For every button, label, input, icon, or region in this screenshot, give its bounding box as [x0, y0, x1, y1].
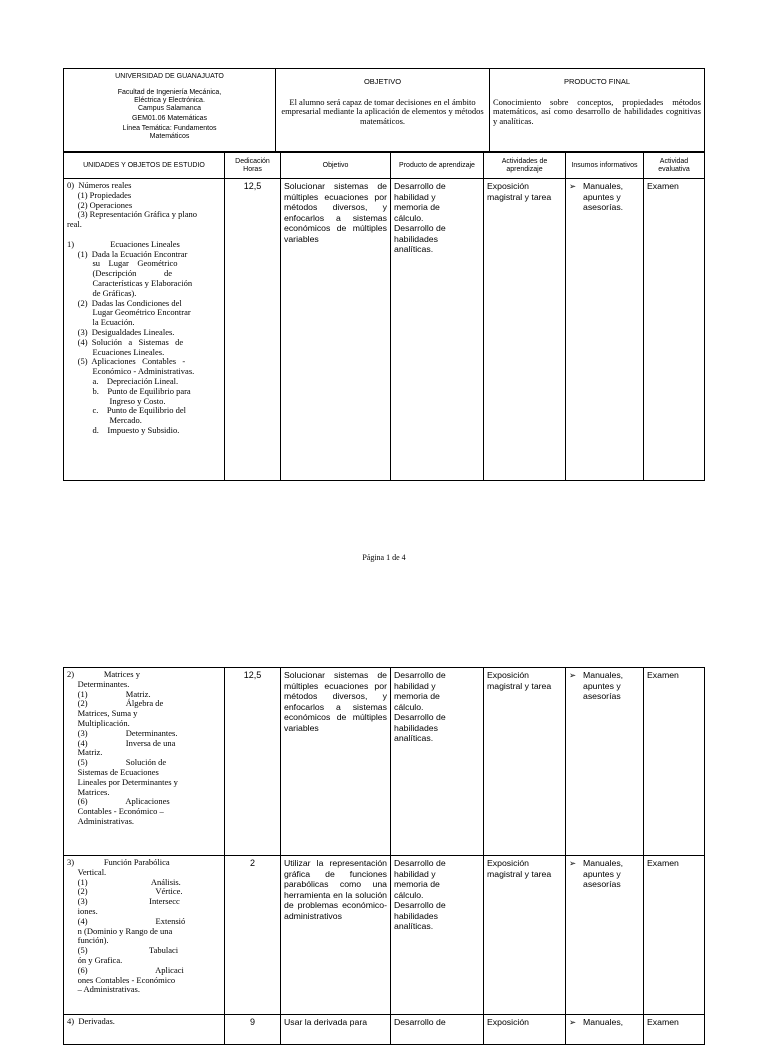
inputs-cell: [566, 856, 644, 1015]
unit-line: Ingreso y Costo.: [67, 395, 166, 406]
evaluation-cell: Examen: [644, 856, 705, 1015]
unit-line: Matrices, Suma y: [67, 708, 138, 719]
col-header-inputs: Insumos informativos: [566, 153, 644, 179]
product-line: memoria de: [394, 691, 440, 701]
objective-cell: Solucionar sistemas de múltiples ecuaciones por métodos diversos, y enfocarlos a sistemas económicos de múltiples variables: [281, 668, 391, 856]
product-line: habilidades: [394, 722, 438, 733]
product-line: Desarrollo de: [394, 858, 446, 868]
inputs-line: apuntes y: [583, 191, 621, 202]
unit-line: ones Contables - Económico: [67, 974, 176, 985]
unit-line: (2) Dadas las Condiciones del: [67, 297, 182, 308]
unit-line: (5) Solución de: [67, 757, 167, 768]
units-table-page2: [63, 667, 705, 1045]
unit-line: (4) Inversa de una: [67, 737, 176, 748]
product-line: Desarrollo de: [394, 223, 446, 233]
objective-cell: Usar la derivada para: [281, 1015, 391, 1045]
product-line: cálculo.: [394, 212, 424, 223]
unit-line: iones.: [67, 905, 98, 916]
unit-line: Multiplicación.: [67, 717, 130, 728]
product-line: Desarrollo de: [394, 900, 446, 910]
product-line: cálculo.: [394, 889, 424, 900]
arrow-bullet-icon: ➢: [569, 181, 577, 191]
unit-line: Vertical.: [67, 866, 107, 877]
units-cell: [64, 668, 225, 856]
faculty-line: Matemáticos: [149, 133, 190, 140]
inputs-line: apuntes y: [583, 868, 621, 879]
product-line: analíticas.: [394, 921, 434, 931]
unit-line: su Lugar Geométrico: [67, 258, 178, 269]
unit-line: Lugar Geométrico Encontrar: [67, 307, 191, 318]
university-name: UNIVERSIDAD DE GUANAJUATO: [115, 73, 224, 80]
inputs-line: Manuales,: [583, 858, 624, 868]
table-row: [64, 668, 705, 856]
evaluation-cell: Examen: [644, 668, 705, 856]
unit-line: la Ecuación.: [67, 317, 135, 328]
producto-cell: [490, 69, 705, 152]
product-cell: [391, 1015, 484, 1045]
product-line: Desarrollo de: [394, 712, 446, 722]
university-cell: [64, 69, 276, 152]
arrow-bullet-icon: ➢: [569, 670, 577, 680]
unit-line: a. Depreciación Lineal.: [67, 375, 179, 386]
unit-line: 2) Matrices y: [67, 669, 140, 679]
table-row: [64, 1015, 705, 1045]
inputs-text: [583, 858, 635, 890]
unit-line: – Administrativas.: [67, 984, 140, 995]
activities-cell: Exposición magistral y tarea: [484, 179, 566, 481]
unit-line: Lineales por Determinantes y: [67, 776, 178, 787]
inputs-line: asesorías: [583, 691, 621, 701]
unit-line: Mercado.: [67, 415, 142, 426]
units-cell: [64, 856, 225, 1015]
unit-line: de Gráficas).: [67, 287, 137, 298]
activities-cell: Exposición: [484, 1015, 566, 1045]
evaluation-cell: Examen: [644, 1015, 705, 1045]
unit-line: (1) Matriz.: [67, 688, 151, 699]
product-cell: [391, 179, 484, 481]
col-header-activities: Actividades de aprendizaje: [484, 153, 566, 179]
producto-title: PRODUCTO FINAL: [563, 77, 631, 86]
objetivo-cell: [276, 69, 490, 152]
inputs-line: Manuales,: [583, 670, 624, 680]
faculty-line: Campus Salamanca: [137, 105, 202, 112]
product-line: habilidades: [394, 233, 438, 244]
faculty-line: Línea Temática: Fundamentos: [122, 125, 217, 132]
product-line: cálculo.: [394, 701, 424, 712]
inputs-line: asesorías: [583, 879, 621, 889]
column-headers: [64, 153, 705, 179]
product-line: Desarrollo de: [394, 1017, 446, 1027]
inputs-cell: [566, 1015, 644, 1045]
units-table-page1: [63, 152, 705, 481]
hours-cell: 12,5: [225, 668, 281, 856]
unit-line: Contables - Económico –: [67, 806, 164, 817]
product-line: habilidad y: [394, 191, 436, 202]
unit-line: Sistemas de Ecuaciones: [67, 766, 159, 777]
unit-line: (3) Representación Gráfica y plano: [67, 209, 198, 220]
faculty-line: Eléctrica y Electrónica.: [134, 97, 205, 104]
col-header-units: UNIDADES Y OBJETOS DE ESTUDIO: [64, 153, 225, 179]
unit-line: (1) Dada la Ecuación Encontrar: [67, 248, 188, 259]
faculty-line: Facultad de Ingeniería Mecánica,: [117, 89, 222, 96]
product-line: memoria de: [394, 202, 440, 212]
unit-line: (4) Extensió: [67, 915, 186, 926]
inputs-text: [583, 670, 635, 702]
unit-line: Características y Elaboración: [67, 277, 193, 288]
inputs-line: Manuales,: [583, 1017, 624, 1027]
unit-line: (1) Análisis.: [67, 876, 181, 887]
product-line: habilidad y: [394, 680, 436, 691]
inputs-cell: [566, 179, 644, 481]
product-line: memoria de: [394, 879, 440, 889]
unit-line: 0) Números reales: [67, 180, 132, 190]
unit-line: Matriz.: [67, 747, 103, 758]
col-header-objective: Objetivo: [281, 153, 391, 179]
table-row: [64, 179, 705, 481]
unit-line: (3) Determinantes.: [67, 727, 178, 738]
col-header-product: Producto de aprendizaje: [391, 153, 484, 179]
inputs-line: Manuales,: [583, 181, 624, 191]
objetivo-title: OBJETIVO: [363, 77, 402, 86]
inputs-line: apuntes y: [583, 680, 621, 691]
unit-line: b. Punto de Equilibrio para: [67, 385, 191, 396]
unit-line: (1) Propiedades: [67, 189, 132, 200]
unit-line: función).: [67, 935, 109, 946]
activities-cell: Exposición magistral y tarea: [484, 668, 566, 856]
header-table: [63, 68, 705, 152]
unit-line: 4) Derivadas.: [67, 1016, 115, 1026]
unit-line: (Descripción de: [67, 268, 173, 279]
units-cell: [64, 1015, 225, 1045]
objective-cell: Solucionar sistemas de múltiples ecuaciones por métodos diversos, y enfocarlos a sistemas económicos de múltiples variables: [281, 179, 391, 481]
unit-line: Determinantes.: [67, 678, 130, 689]
unit-line: Administrativas.: [67, 815, 135, 826]
product-line: Desarrollo de: [394, 670, 446, 680]
unit-line: (3) Desigualdades Lineales.: [67, 326, 175, 337]
col-header-hours: Dedicación Horas: [225, 153, 281, 179]
product-line: Desarrollo de: [394, 181, 446, 191]
unit-line: n (Dominio y Rango de una: [67, 925, 173, 936]
unit-line: Matrices.: [67, 786, 110, 797]
product-line: analíticas.: [394, 244, 434, 254]
objective-cell: Utilizar la representación gráfica de funciones parabólicas como una herramienta en la solución de problemas económico-administrativos: [281, 856, 391, 1015]
unit-line: (5) Aplicaciones Contables -: [67, 356, 186, 367]
product-line: habilidad y: [394, 868, 436, 879]
inputs-line: asesorías.: [583, 202, 624, 212]
arrow-bullet-icon: ➢: [569, 858, 577, 868]
unit-line: (5) Tabulaci: [67, 945, 179, 956]
unit-line: d. Impuesto y Subsidio.: [67, 424, 180, 435]
unit-line: (2) Vértice.: [67, 886, 183, 897]
product-cell: [391, 668, 484, 856]
product-cell: [391, 856, 484, 1015]
activities-cell: Exposición magistral y tarea: [484, 856, 566, 1015]
unit-line: 1) Ecuaciones Lineales: [67, 238, 180, 249]
hours-cell: 2: [225, 856, 281, 1015]
hours-cell: 12,5: [225, 179, 281, 481]
unit-line: (6) Aplicaciones: [67, 796, 170, 807]
unit-line: Ecuaciones Lineales.: [67, 346, 165, 357]
unit-line: real.: [67, 219, 82, 230]
unit-line: (2) Álgebra de: [67, 698, 164, 709]
unit-line: ón y Grafica.: [67, 954, 123, 965]
unit-line: (3) Intersecc: [67, 896, 180, 907]
product-line: analíticas.: [394, 733, 434, 743]
unit-line: (2) Operaciones: [67, 199, 133, 210]
col-header-evaluation: Actividad evaluativa: [644, 153, 705, 179]
units-cell: [64, 179, 225, 481]
unit-line: Económico - Administrativas.: [67, 366, 195, 377]
product-line: habilidades: [394, 910, 438, 921]
unit-line: (4) Solución a Sistemas de: [67, 336, 184, 347]
unit-line: 3) Función Parabólica: [67, 857, 170, 867]
inputs-cell: [566, 668, 644, 856]
faculty-line: GEM01.06 Matemáticas: [131, 115, 208, 122]
inputs-text: [583, 181, 635, 213]
evaluation-cell: Examen: [644, 179, 705, 481]
unit-line: (6) Aplicaci: [67, 964, 184, 975]
page-number: Página 1 de 4: [362, 553, 406, 562]
hours-cell: 9: [225, 1015, 281, 1045]
unit-line: c. Punto de Equilibrio del: [67, 405, 186, 416]
inputs-text: [583, 1017, 635, 1028]
arrow-bullet-icon: ➢: [569, 1017, 577, 1027]
producto-text: Conocimiento sobre conceptos, propiedades métodos matemáticos, así como desarrollo de habilidades cognitivas y analíticas.: [493, 96, 701, 126]
objetivo-text: El alumno será capaz de tomar decisiones en el ámbito empresarial mediante la aplicación de elementos y métodos matemáticos.: [281, 96, 484, 126]
table-row: [64, 856, 705, 1015]
